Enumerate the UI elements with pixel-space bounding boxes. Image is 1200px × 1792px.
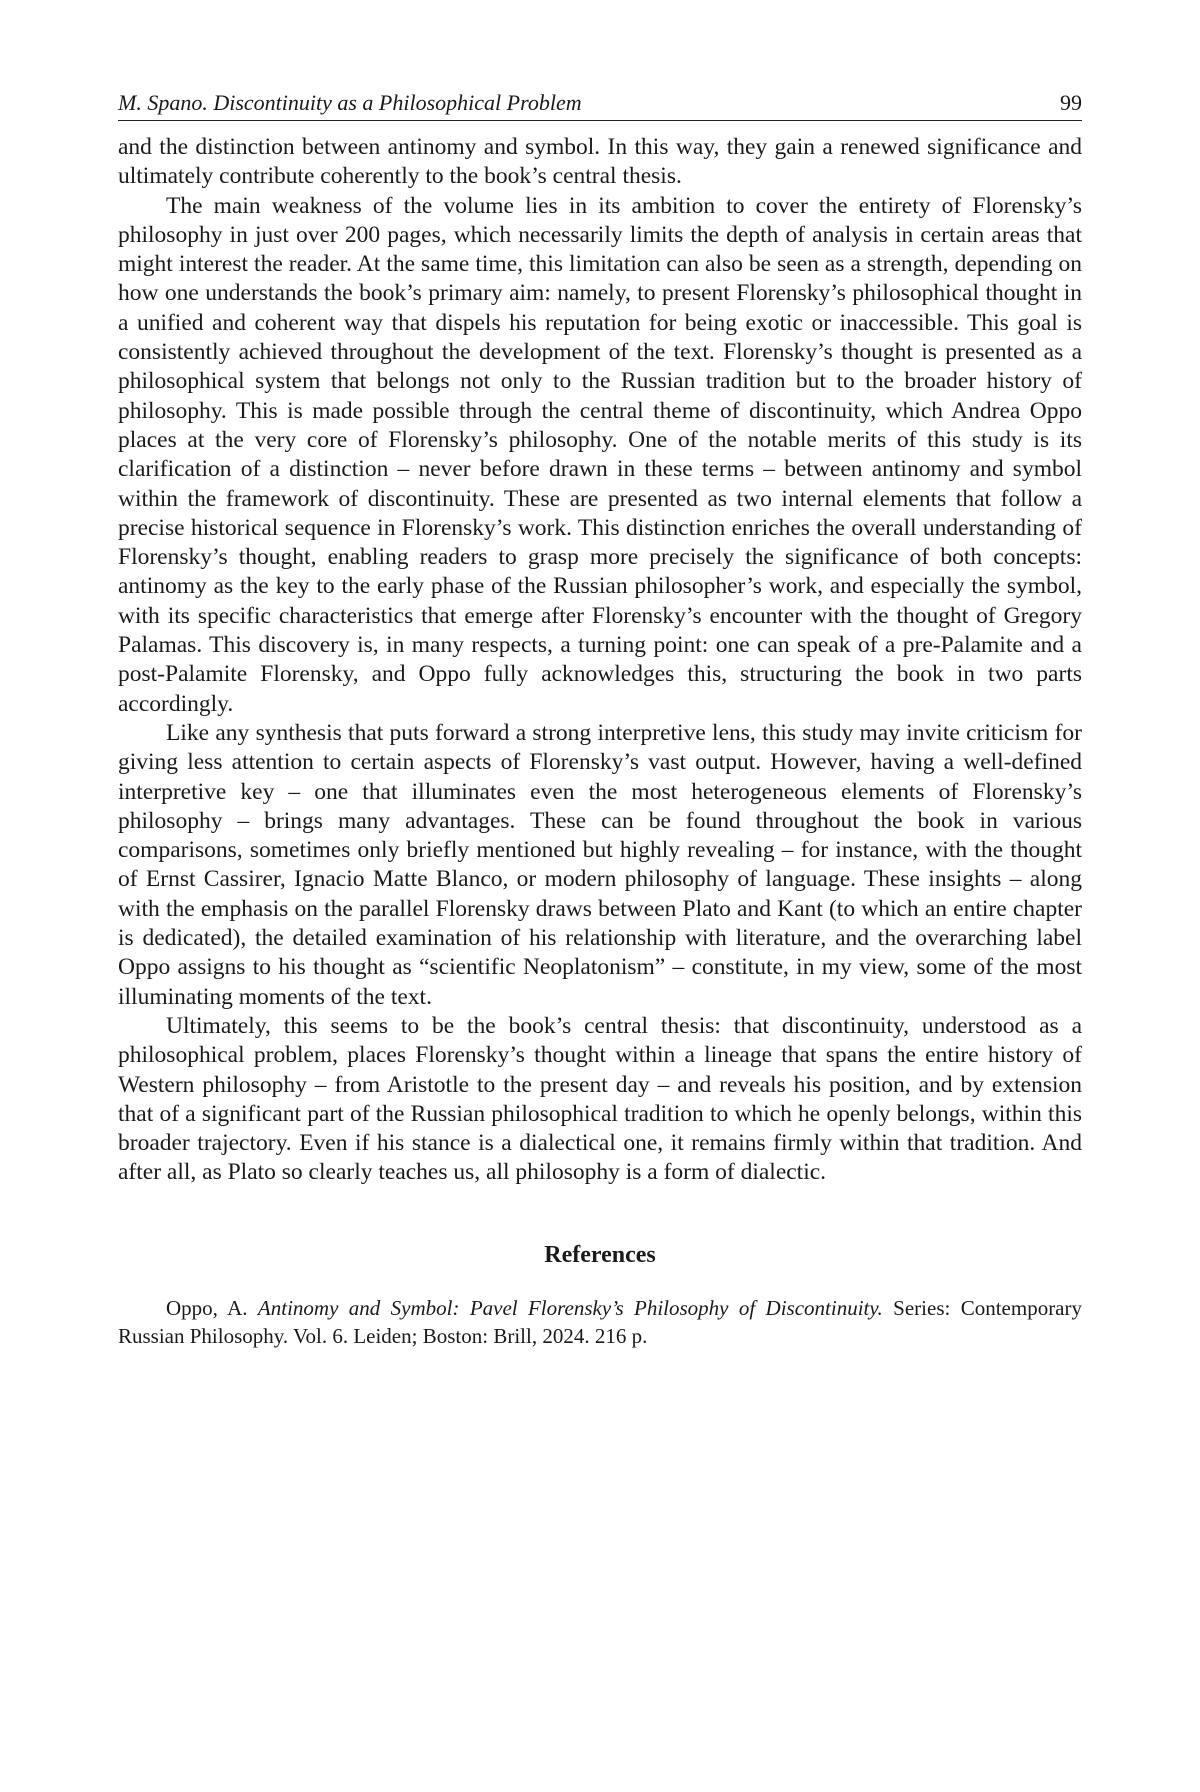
- body-text: [118, 133, 1082, 1188]
- page: [118, 88, 1082, 1350]
- paragraph-conclusion: Ultimately, this seems to be the book’s central thesis: that discontinuity, understood as a philosophical problem, places Florensky’s thought within a lineage that spans the entire history of Western philosophy – from Aristotle to the present day – and reveals his position, and by extension that of a significant part of the Russian philosophical tradition to which he openly belongs, within this broader trajectory. Even if his stance is a dialectical one, it remains firmly within that tradition. And after all, as Plato so clearly teaches us, all philosophy is a form of dialectic.: [118, 1012, 1082, 1186]
- paragraph-weakness: The main weakness of the volume lies in its ambition to cover the entirety of Florensky’s philosophy in just over 200 pages, which necessarily limits the depth of analysis in certain areas that might interest the reader. At the same time, this limitation can also be seen as a strength, depending on how one understands the book’s primary aim: namely, to present Florensky’s philosophical thought in a unified and coherent way that dispels his reputation for being exotic or inaccessible. This goal is consistently achieved throughout the development of the text. Florensky’s thought is presented as a philosophical system that belongs not only to the Russian tradition but to the broader history of philosophy. This is made possible through the central theme of discontinuity, which Andrea Oppo places at the very core of Florensky’s philosophy. One of the notable merits of this study is its clarification of a distinction – never before drawn in these terms – between antinomy and symbol within the framework of discontinuity. These are presented as two internal elements that follow a precise historical sequence in Florensky’s work. This distinction enriches the overall understanding of Florensky’s thought, enabling readers to grasp more precisely the significance of both concepts: antinomy as the key to the early phase of the Russian philosopher’s work, and especially the symbol, with its specific characteristics that emerge after Florensky’s encounter with the thought of Gregory Palamas. This discovery is, in many respects, a turning point: one can speak of a pre-Palamite and a post-Palamite Florensky, and Oppo fully acknowledges this, structuring the book in two parts accordingly.: [118, 192, 1082, 717]
- paragraph-synthesis: Like any synthesis that puts forward a strong interpretive lens, this study may invite criticism for giving less attention to certain aspects of Florensky’s vast output. However, having a well-defined interpretive key – one that illuminates even the most heterogeneous elements of Florensky’s philosophy – brings many advantages. These can be found throughout the book in various comparisons, sometimes only briefly mentioned but highly revealing – for instance, with the thought of Ernst Cassirer, Ignacio Matte Blanco, or modern philosophy of language. These insights – along with the emphasis on the parallel Florensky draws between Plato and Kant (to which an entire chapter is dedicated), the detailed examination of his relationship with literature, and the overarching label Oppo assigns to his thought as “scientific Neoplatonism” – constitute, in my view, some of the most illuminating moments of the text.: [118, 719, 1082, 1010]
- reference-details: Series: Contemporary Russian Philosophy. Vol. 6. Leiden; Boston: Brill, 2024. 216 p.: [118, 1295, 1082, 1348]
- running-header: [118, 88, 1082, 121]
- page-number: 99: [1060, 90, 1082, 115]
- running-header-title: M. Spano. Discontinuity as a Philosophical Problem: [118, 90, 582, 115]
- references-heading: References: [544, 1241, 656, 1268]
- reference-title: Antinomy and Symbol: Pavel Florensky’s Philosophy of Discontinuity.: [257, 1295, 883, 1320]
- paragraph-continued: and the distinction between antinomy and symbol. In this way, they gain a renewed significance and ultimately contribute coherently to the book’s central thesis.: [118, 134, 1082, 190]
- reference-entry: [118, 1294, 1082, 1350]
- reference-author: Oppo, A.: [166, 1295, 248, 1320]
